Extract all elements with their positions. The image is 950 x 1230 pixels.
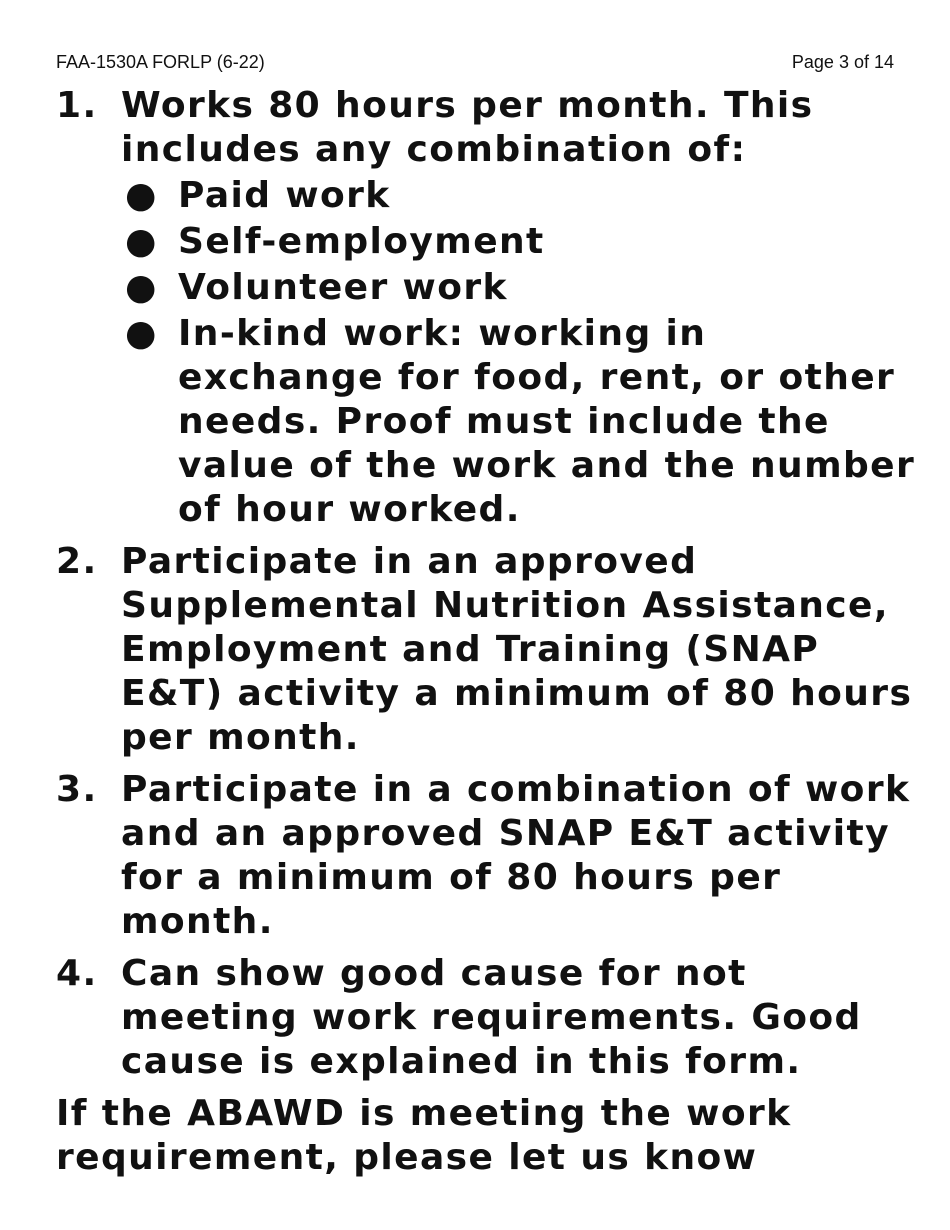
bullet-item [121,266,926,310]
closing-paragraph: If the ABAWD is meeting the work requirement, please let us know [56,1093,792,1178]
list-item-4 [56,952,926,1084]
bullet-text: Volunteer work [178,267,508,308]
list-number: 2. [56,541,98,582]
bullet-icon: ● [125,221,158,262]
page-header [56,52,894,76]
bullet-icon: ● [125,175,158,216]
bullet-item [121,220,926,264]
list-item-text: Can show good cause for not meeting work requirements. Good cause is explained in this form. [121,953,862,1082]
bullet-item [121,312,926,532]
list-item-1 [56,84,926,532]
list-item-3 [56,768,926,944]
list-item-text: Participate in an approved Supplemental Nutrition Assistance, Employment and Training (SNAP E&T) activity a minimum of 80 hours per month. [121,541,913,758]
list-item-2 [56,540,926,760]
list-number: 4. [56,953,98,994]
bullet-list [121,174,926,532]
bullet-icon: ● [125,267,158,308]
list-item-text: Works 80 hours per month. This includes any combination of: [121,85,814,170]
bullet-text: In-kind work: working in exchange for food, rent, or other needs. Proof must include the value of the work and the number of hour worked. [178,313,916,530]
list-number: 3. [56,769,98,810]
bullet-text: Self-employment [178,221,545,262]
document-body [56,84,926,1180]
page-number: Page 3 of 14 [791,52,894,72]
form-id: FAA-1530A FORLP (6-22) [56,52,265,72]
bullet-item [121,174,926,218]
list-number: 1. [56,85,98,126]
bullet-text: Paid work [178,175,391,216]
bullet-icon: ● [125,313,158,354]
list-item-text: Participate in a combination of work and an approved SNAP E&T activity for a minimum of 80 hours per month. [121,769,911,942]
